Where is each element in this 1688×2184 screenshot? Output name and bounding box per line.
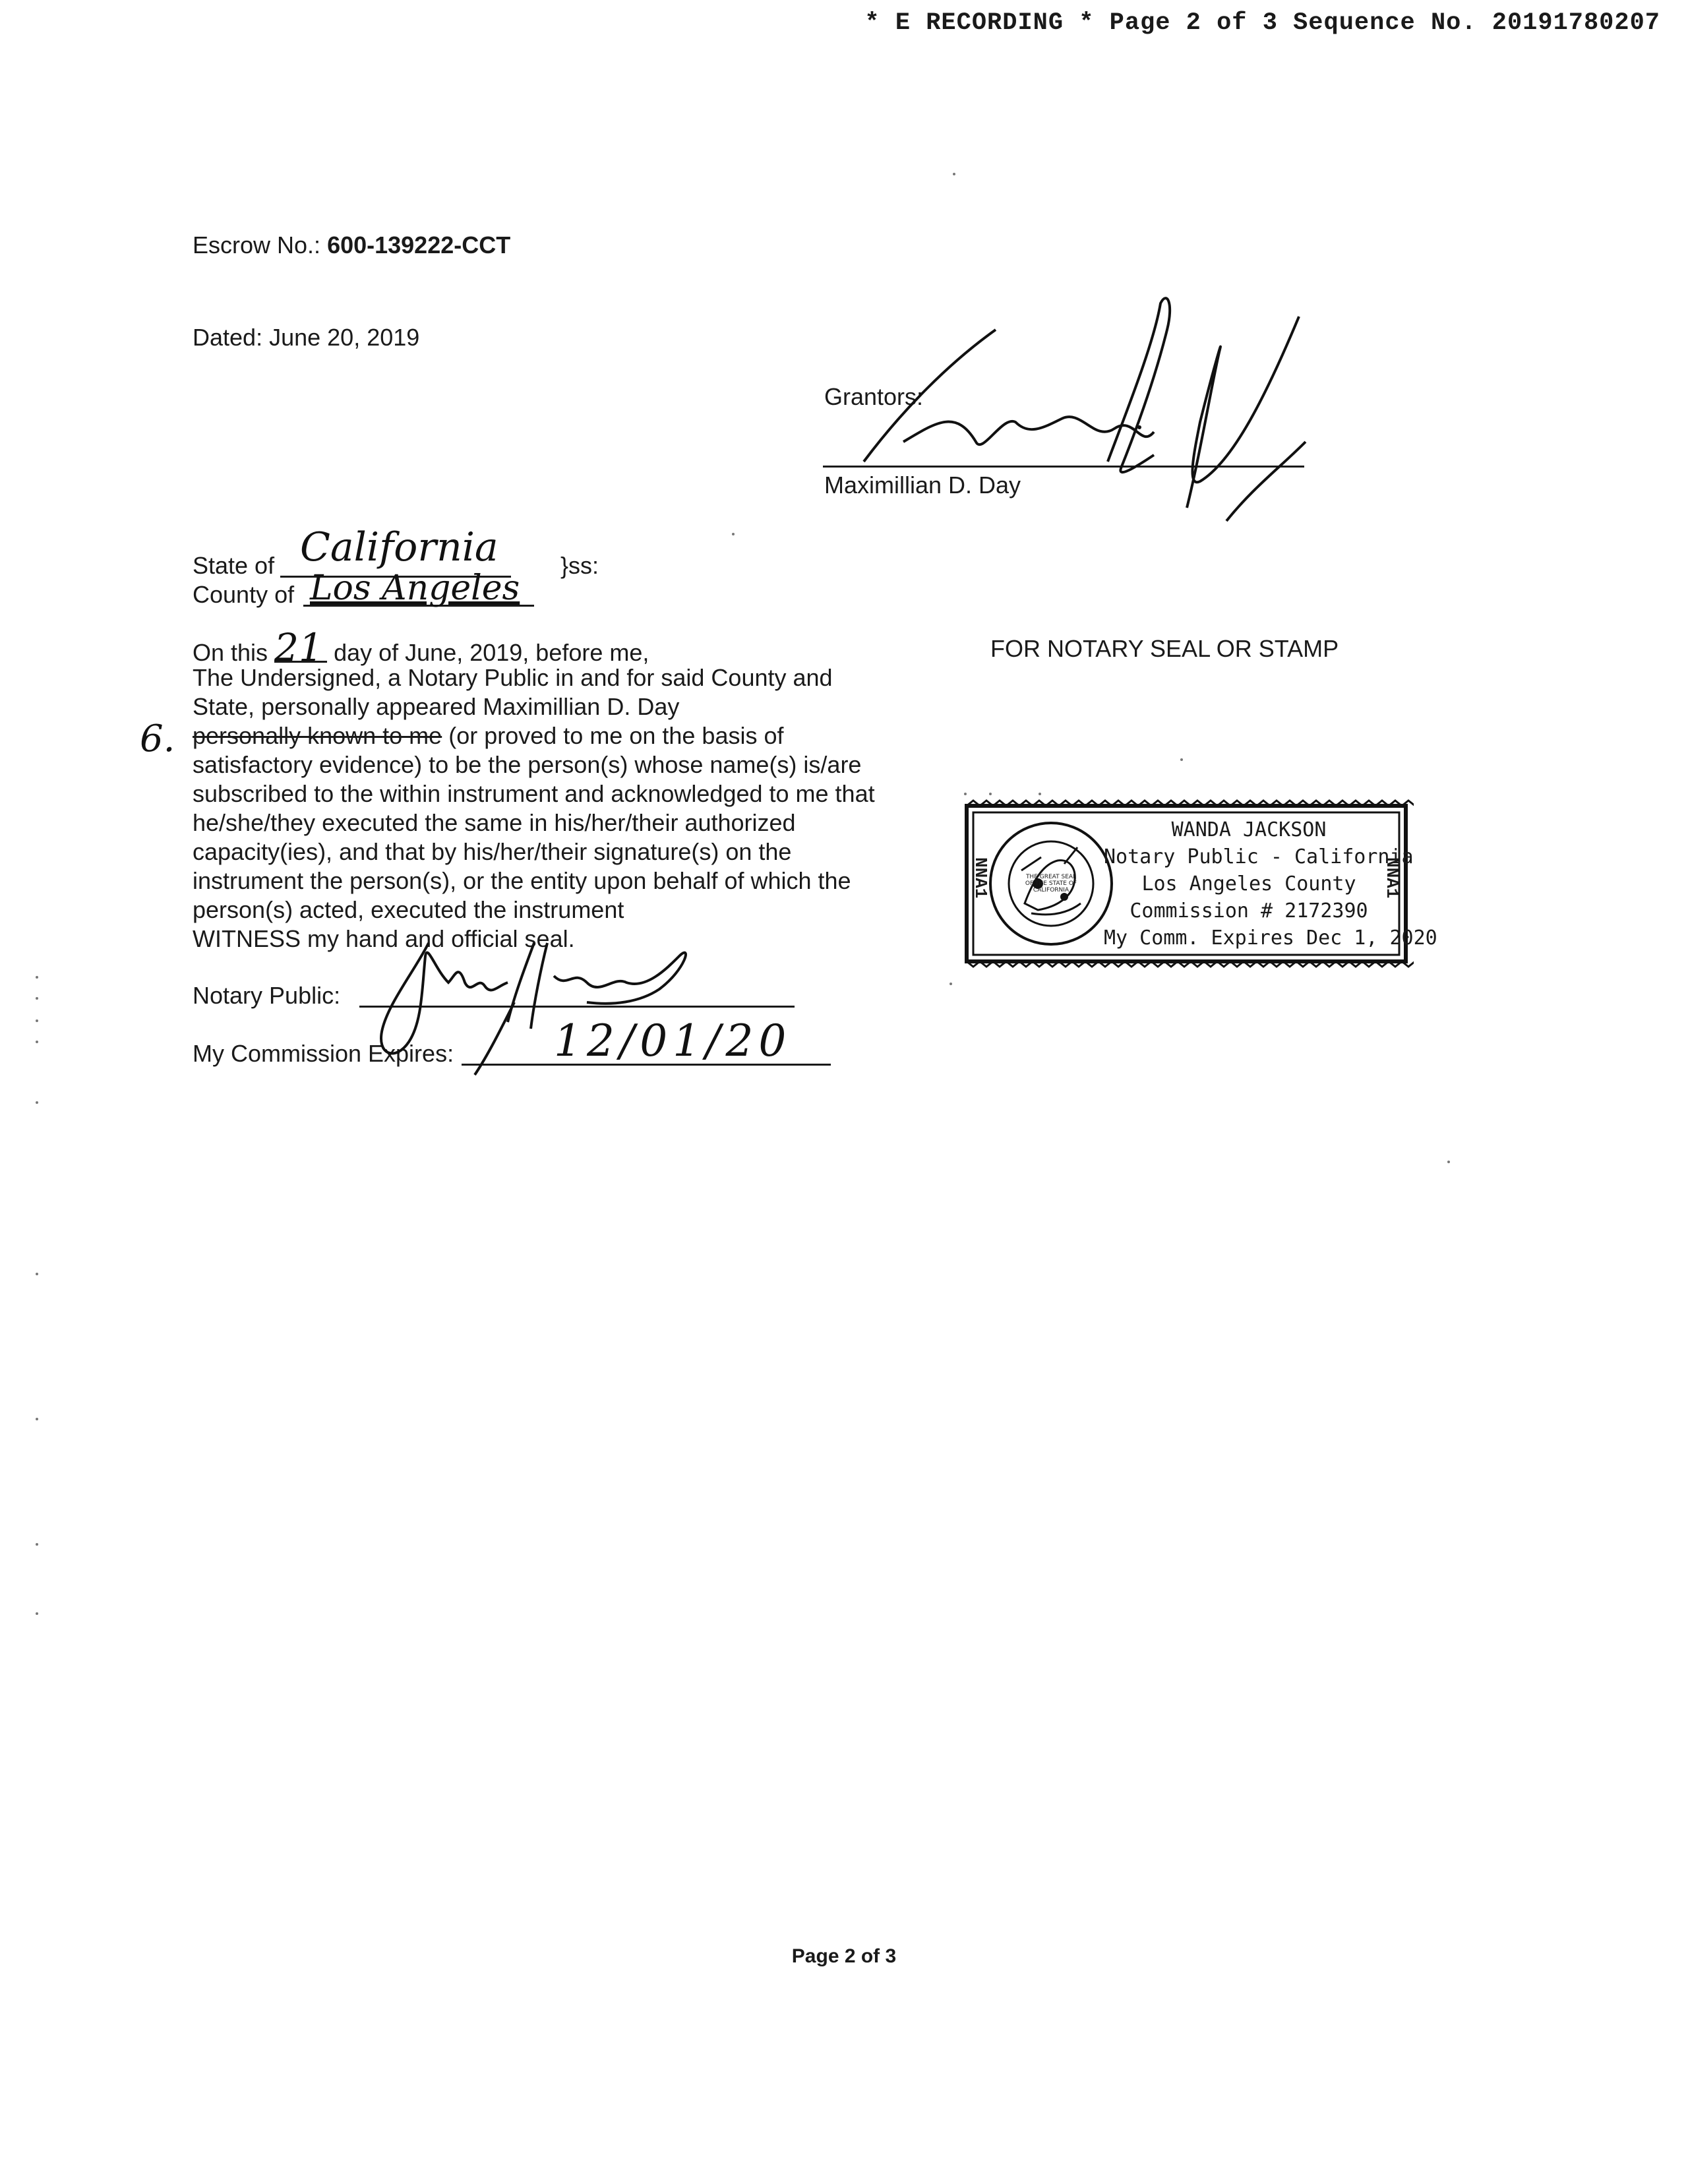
scan-speck [36, 1612, 38, 1615]
scan-speck [989, 793, 992, 795]
grantors-label: Grantors: [824, 383, 924, 410]
ss-mark: }ss: [560, 552, 599, 579]
ack-line-5: satisfactory evidence) to be the person(s) whose name(s) is/are [193, 751, 862, 778]
scan-speck [1039, 793, 1041, 795]
scan-speck [36, 1418, 38, 1420]
scan-speck [732, 533, 735, 535]
commission-expires-label: My Commission Expires: [193, 1040, 454, 1067]
county-handwritten: Los Angeles [310, 568, 520, 608]
escrow-label: Escrow No.: [193, 231, 321, 258]
scan-speck [953, 173, 955, 175]
stamp-line-4: Commission # 2172390 [1130, 899, 1368, 923]
dated-value: June 20, 2019 [269, 324, 420, 351]
grantor-name: Maximillian D. Day [824, 471, 1021, 499]
dated-row [193, 323, 419, 352]
ack-line-4 [193, 721, 784, 750]
scan-speck [950, 983, 952, 985]
ack-line-8: capacity(ies), and that by his/her/their signature(s) on the [193, 838, 792, 865]
ack-line-2: The Undersigned, a Notary Public in and for said County and [193, 664, 833, 691]
struck-personally-known: personally known to me [193, 722, 442, 749]
seal-ring-text: THE GREAT SEAL OF THE STATE OF CALIFORNIA [1025, 874, 1077, 894]
state-handwritten: California [300, 524, 498, 570]
notary-public-label: Notary Public: [193, 982, 341, 1009]
stamp-side-text-left: NNA1 [971, 857, 990, 899]
stamp-line-1: WANDA JACKSON [1171, 818, 1327, 841]
ack-line-6: subscribed to the within instrument and acknowledged to me that [193, 780, 875, 807]
stamp-line-5: My Comm. Expires Dec 1, 2020 [1104, 926, 1437, 950]
ack-line-7: he/she/they executed the same in his/her/their authorized [193, 809, 796, 836]
scan-speck [36, 976, 38, 979]
ack-line-1 [193, 625, 649, 670]
scan-speck [36, 1101, 38, 1104]
dated-label: Dated: [193, 324, 263, 351]
on-this-text: On this [193, 639, 268, 666]
scan-speck [36, 1019, 38, 1022]
margin-handwritten-mark: 6. [140, 717, 175, 760]
ack-line-10: person(s) acted, executed the instrument [193, 896, 624, 923]
scan-speck [1447, 1161, 1450, 1163]
notary-signature [349, 930, 719, 1081]
ack-line-3: State, personally appeared Maximillian D. Day [193, 693, 680, 720]
scan-speck [36, 1273, 38, 1275]
state-label: State of [193, 552, 275, 579]
notary-stamp [959, 798, 1437, 969]
stamp-line-2: Notary Public - California [1104, 845, 1414, 868]
day-of-text: day of June, 2019, before me, [334, 639, 649, 666]
stamp-side-text-right: NNA1 [1382, 857, 1402, 899]
footer-page-label: Page 2 of 3 [791, 1945, 897, 1967]
proved-text: (or proved to me on the basis of [448, 722, 784, 749]
notary-seal-label: FOR NOTARY SEAL OR STAMP [990, 635, 1339, 662]
scan-speck [964, 793, 967, 795]
stamp-line-3: Los Angeles County [1141, 872, 1356, 895]
commission-expires-handwritten: 12/01/20 [554, 1016, 792, 1066]
ack-line-11: WITNESS my hand and official seal. [193, 925, 575, 952]
ack-line-9: instrument the person(s), or the entity upon behalf of which the [193, 867, 851, 894]
county-label: County of [193, 581, 295, 608]
escrow-number: 600-139222-CCT [327, 231, 511, 258]
scan-speck [36, 1543, 38, 1546]
scan-speck [36, 1041, 38, 1043]
grantor-signature [844, 290, 1345, 541]
day-handwritten: 21 [274, 634, 327, 663]
recording-header: * E RECORDING * Page 2 of 3 Sequence No. 20191780207 [864, 9, 1660, 37]
escrow-row [193, 231, 510, 260]
scan-speck [36, 997, 38, 1000]
scan-speck [1180, 758, 1183, 761]
